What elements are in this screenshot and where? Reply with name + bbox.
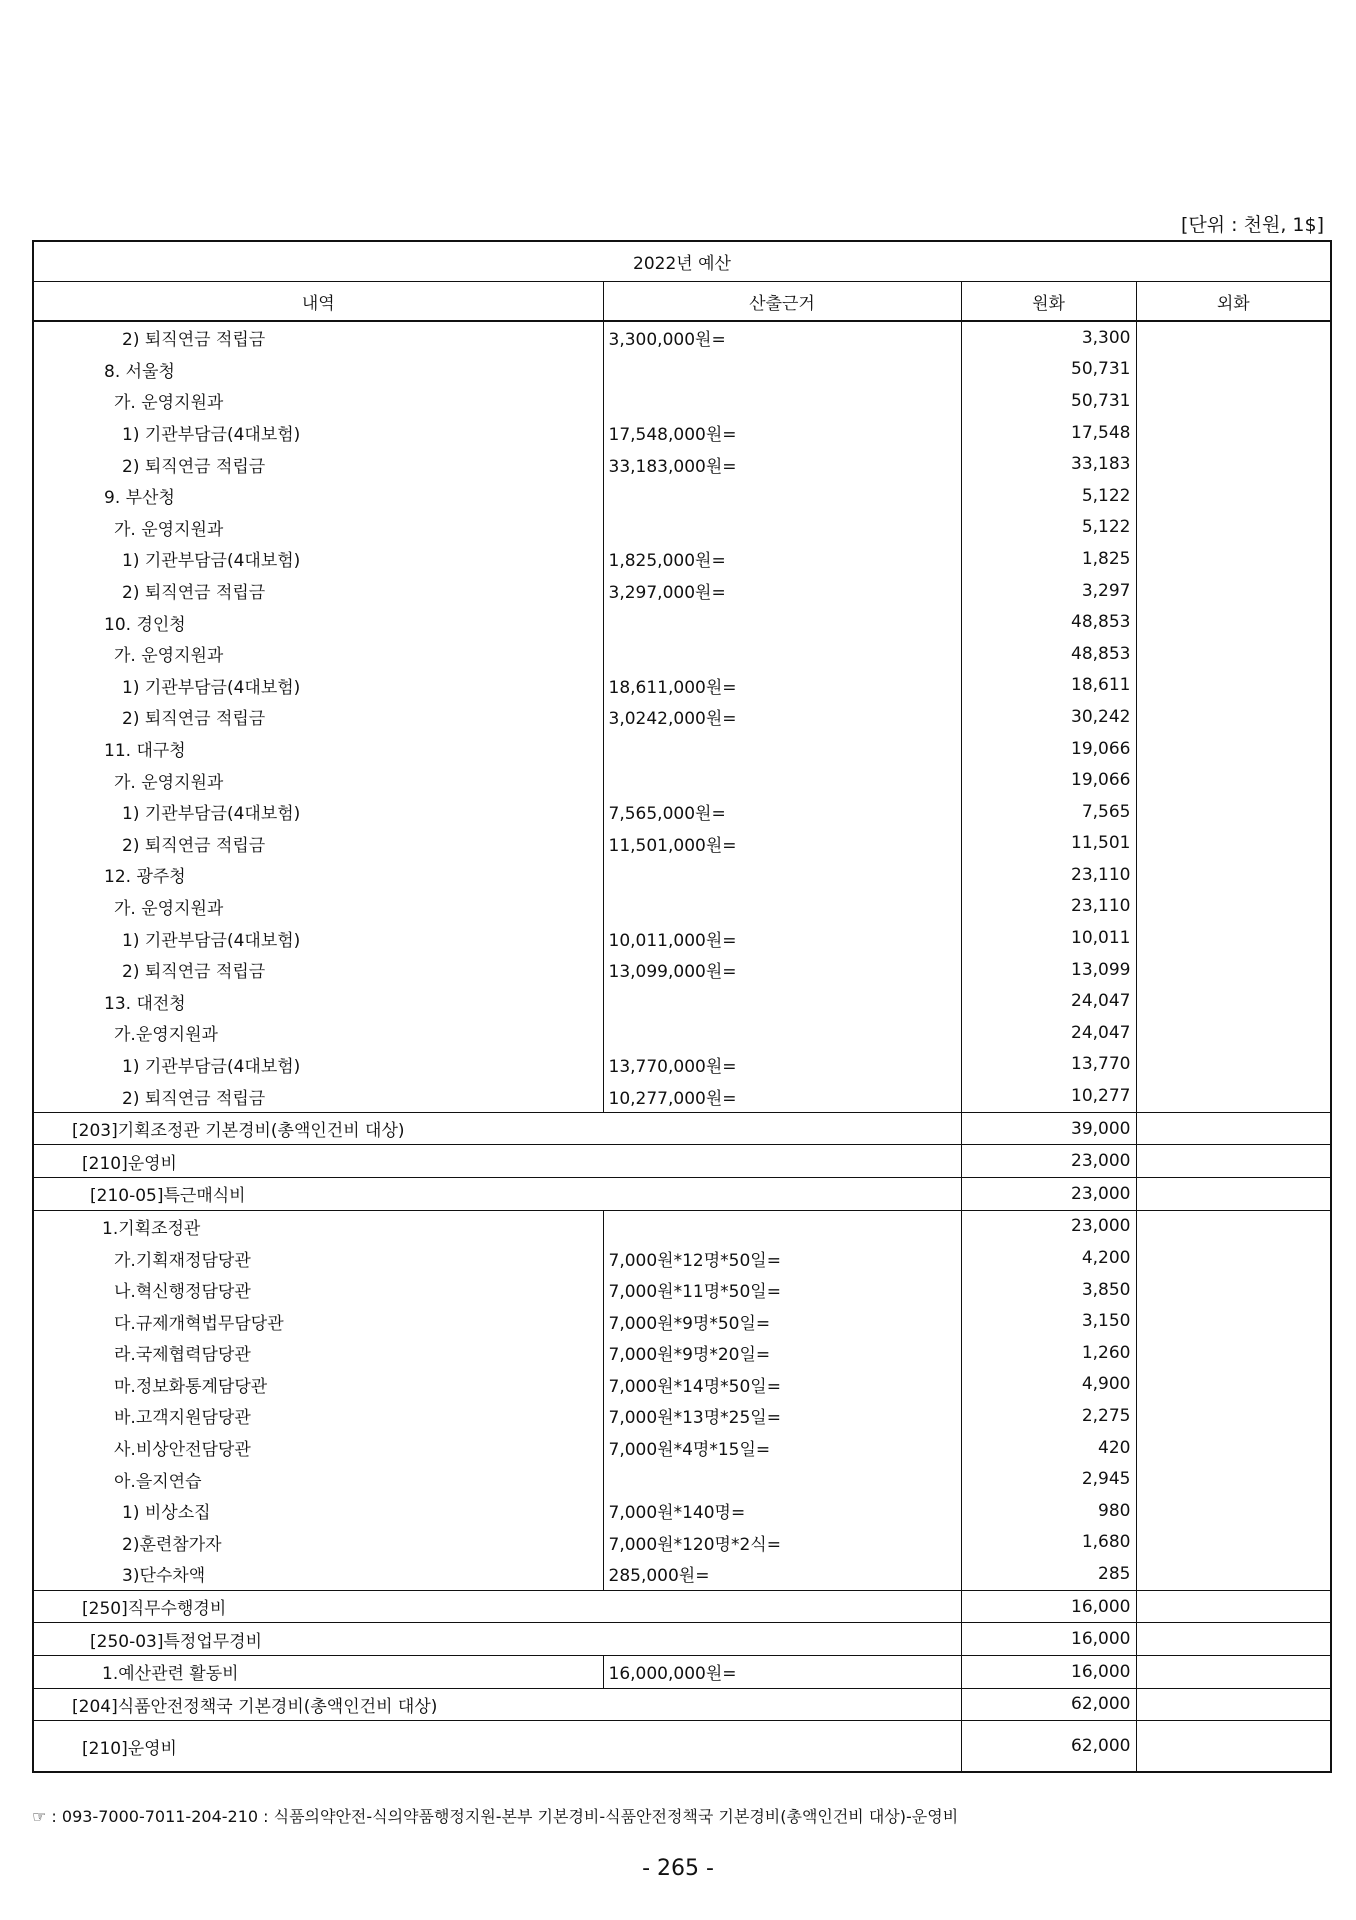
basis-cell: 7,000원*12명*50일= — [603, 1242, 961, 1274]
foreign-cell — [1136, 1242, 1331, 1274]
krw-cell: 48,853 — [961, 606, 1136, 638]
table-title: 2022년 예산 — [33, 241, 1331, 282]
table-row — [33, 1590, 1331, 1623]
basis-cell: 3,300,000원= — [603, 321, 961, 354]
table-row — [33, 670, 1331, 702]
basis-cell — [603, 1463, 961, 1495]
table-row — [33, 354, 1331, 386]
item-cell: 나.혁신행정담당관 — [33, 1274, 603, 1306]
basis-cell — [603, 512, 961, 544]
krw-cell: 2,945 — [961, 1463, 1136, 1495]
table-row — [33, 796, 1331, 828]
basis-cell — [603, 1210, 961, 1242]
krw-cell: 62,000 — [961, 1721, 1136, 1773]
foreign-cell — [1136, 670, 1331, 702]
foreign-cell — [1136, 1463, 1331, 1495]
item-cell: 2) 퇴직연금 적립금 — [33, 1080, 603, 1112]
krw-cell: 19,066 — [961, 733, 1136, 765]
krw-cell: 3,150 — [961, 1305, 1136, 1337]
item-cell: 1) 기관부담금(4대보험) — [33, 1049, 603, 1081]
krw-cell: 50,731 — [961, 385, 1136, 417]
table-row — [33, 1049, 1331, 1081]
basis-cell: 11,501,000원= — [603, 828, 961, 860]
foreign-cell — [1136, 891, 1331, 923]
item-cell: 1) 기관부담금(4대보험) — [33, 417, 603, 449]
krw-cell: 16,000 — [961, 1655, 1136, 1688]
basis-cell — [603, 891, 961, 923]
table-row — [33, 1495, 1331, 1527]
item-cell: 2)훈련참가자 — [33, 1527, 603, 1559]
krw-cell: 13,770 — [961, 1049, 1136, 1081]
basis-cell: 13,099,000원= — [603, 954, 961, 986]
krw-cell: 4,200 — [961, 1242, 1136, 1274]
table-row — [33, 575, 1331, 607]
foreign-cell — [1136, 1274, 1331, 1306]
foreign-cell — [1136, 1017, 1331, 1049]
table-row — [33, 512, 1331, 544]
item-cell: [250]직무수행경비 — [33, 1590, 961, 1623]
foreign-cell — [1136, 1400, 1331, 1432]
basis-cell: 3,0242,000원= — [603, 701, 961, 733]
foreign-cell — [1136, 480, 1331, 512]
item-cell: 바.고객지원담당관 — [33, 1400, 603, 1432]
basis-cell — [603, 638, 961, 670]
krw-cell: 24,047 — [961, 1017, 1136, 1049]
basis-cell: 18,611,000원= — [603, 670, 961, 702]
foreign-cell — [1136, 448, 1331, 480]
item-cell: 1) 기관부담금(4대보험) — [33, 796, 603, 828]
foreign-cell — [1136, 1112, 1331, 1145]
table-row — [33, 1463, 1331, 1495]
table-row — [33, 1145, 1331, 1178]
header-krw: 원화 — [961, 282, 1136, 322]
basis-cell: 7,000원*4명*15일= — [603, 1432, 961, 1464]
table-row — [33, 1337, 1331, 1369]
foreign-cell — [1136, 638, 1331, 670]
table-header-row — [33, 282, 1331, 322]
krw-cell: 3,297 — [961, 575, 1136, 607]
foreign-cell — [1136, 1178, 1331, 1211]
krw-cell: 16,000 — [961, 1623, 1136, 1656]
table-row — [33, 985, 1331, 1017]
foreign-cell — [1136, 354, 1331, 386]
item-cell: 가. 운영지원과 — [33, 512, 603, 544]
krw-cell: 39,000 — [961, 1112, 1136, 1145]
foreign-cell — [1136, 512, 1331, 544]
item-cell: 11. 대구청 — [33, 733, 603, 765]
foreign-cell — [1136, 1623, 1331, 1656]
krw-cell: 1,680 — [961, 1527, 1136, 1559]
krw-cell: 23,110 — [961, 891, 1136, 923]
basis-cell: 7,000원*14명*50일= — [603, 1369, 961, 1401]
table-row — [33, 1178, 1331, 1211]
basis-cell — [603, 733, 961, 765]
item-cell: [203]기획조정관 기본경비(총액인건비 대상) — [33, 1112, 961, 1145]
krw-cell: 62,000 — [961, 1688, 1136, 1721]
table-row — [33, 701, 1331, 733]
krw-cell: 23,000 — [961, 1210, 1136, 1242]
item-cell: 가. 운영지원과 — [33, 638, 603, 670]
krw-cell: 5,122 — [961, 480, 1136, 512]
table-row — [33, 733, 1331, 765]
basis-cell: 7,000원*120명*2식= — [603, 1527, 961, 1559]
krw-cell: 48,853 — [961, 638, 1136, 670]
krw-cell: 2,275 — [961, 1400, 1136, 1432]
foreign-cell — [1136, 764, 1331, 796]
unit-note: [단위 : 천원, 1$] — [1181, 214, 1324, 236]
krw-cell: 18,611 — [961, 670, 1136, 702]
foreign-cell — [1136, 1080, 1331, 1112]
krw-cell: 16,000 — [961, 1590, 1136, 1623]
krw-cell: 24,047 — [961, 985, 1136, 1017]
basis-cell: 17,548,000원= — [603, 417, 961, 449]
item-cell: 사.비상안전담당관 — [33, 1432, 603, 1464]
basis-cell — [603, 985, 961, 1017]
item-cell: 가. 운영지원과 — [33, 764, 603, 796]
table-row — [33, 954, 1331, 986]
table-row — [33, 828, 1331, 860]
item-cell: 2) 퇴직연금 적립금 — [33, 954, 603, 986]
table-row — [33, 1274, 1331, 1306]
basis-cell: 285,000원= — [603, 1558, 961, 1590]
krw-cell: 33,183 — [961, 448, 1136, 480]
item-cell: 8. 서울청 — [33, 354, 603, 386]
table-row — [33, 764, 1331, 796]
item-cell: [204]식품안전정책국 기본경비(총액인건비 대상) — [33, 1688, 961, 1721]
foreign-cell — [1136, 321, 1331, 354]
krw-cell: 5,122 — [961, 512, 1136, 544]
basis-cell: 7,000원*9명*50일= — [603, 1305, 961, 1337]
foreign-cell — [1136, 796, 1331, 828]
foreign-cell — [1136, 985, 1331, 1017]
krw-cell: 23,000 — [961, 1178, 1136, 1211]
header-foreign: 외화 — [1136, 282, 1331, 322]
krw-cell: 420 — [961, 1432, 1136, 1464]
basis-cell: 1,825,000원= — [603, 543, 961, 575]
table-row — [33, 1432, 1331, 1464]
basis-cell: 3,297,000원= — [603, 575, 961, 607]
foreign-cell — [1136, 922, 1331, 954]
basis-cell — [603, 1017, 961, 1049]
foreign-cell — [1136, 1655, 1331, 1688]
basis-cell: 10,011,000원= — [603, 922, 961, 954]
table-row — [33, 321, 1331, 354]
header-basis: 산출근거 — [603, 282, 961, 322]
table-row — [33, 1558, 1331, 1590]
foreign-cell — [1136, 1590, 1331, 1623]
item-cell: 가.기획재정담당관 — [33, 1242, 603, 1274]
item-cell: 가. 운영지원과 — [33, 891, 603, 923]
item-cell: 2) 퇴직연금 적립금 — [33, 448, 603, 480]
table-row — [33, 448, 1331, 480]
basis-cell: 7,000원*11명*50일= — [603, 1274, 961, 1306]
header-item: 내역 — [33, 282, 603, 322]
foreign-cell — [1136, 417, 1331, 449]
table-row — [33, 859, 1331, 891]
table-row — [33, 638, 1331, 670]
item-cell: 가.운영지원과 — [33, 1017, 603, 1049]
table-title-row — [33, 241, 1331, 282]
item-cell: 2) 퇴직연금 적립금 — [33, 575, 603, 607]
foreign-cell — [1136, 1145, 1331, 1178]
item-cell: [210-05]특근매식비 — [33, 1178, 961, 1211]
krw-cell: 3,850 — [961, 1274, 1136, 1306]
item-cell: [210]운영비 — [33, 1145, 961, 1178]
krw-cell: 4,900 — [961, 1369, 1136, 1401]
table-row — [33, 922, 1331, 954]
basis-cell — [603, 764, 961, 796]
item-cell: 1.기획조정관 — [33, 1210, 603, 1242]
table-row — [33, 1369, 1331, 1401]
krw-cell: 980 — [961, 1495, 1136, 1527]
basis-cell — [603, 385, 961, 417]
foreign-cell — [1136, 859, 1331, 891]
krw-cell: 7,565 — [961, 796, 1136, 828]
basis-cell: 7,000원*9명*20일= — [603, 1337, 961, 1369]
item-cell: 마.정보화통계담당관 — [33, 1369, 603, 1401]
item-cell: 12. 광주청 — [33, 859, 603, 891]
foreign-cell — [1136, 1558, 1331, 1590]
foreign-cell — [1136, 733, 1331, 765]
item-cell: [210]운영비 — [33, 1721, 961, 1773]
table-row — [33, 1688, 1331, 1721]
foreign-cell — [1136, 1688, 1331, 1721]
table-row — [33, 1721, 1331, 1773]
table-row — [33, 1623, 1331, 1656]
basis-cell — [603, 859, 961, 891]
basis-cell — [603, 354, 961, 386]
item-cell: 1) 기관부담금(4대보험) — [33, 670, 603, 702]
krw-cell: 10,277 — [961, 1080, 1136, 1112]
krw-cell: 17,548 — [961, 417, 1136, 449]
foreign-cell — [1136, 575, 1331, 607]
item-cell: [250-03]특정업무경비 — [33, 1623, 961, 1656]
foreign-cell — [1136, 1369, 1331, 1401]
table-row — [33, 1305, 1331, 1337]
foreign-cell — [1136, 828, 1331, 860]
item-cell: 10. 경인청 — [33, 606, 603, 638]
foreign-cell — [1136, 543, 1331, 575]
foreign-cell — [1136, 701, 1331, 733]
table-row — [33, 543, 1331, 575]
item-cell: 9. 부산청 — [33, 480, 603, 512]
table-row — [33, 1210, 1331, 1242]
krw-cell: 19,066 — [961, 764, 1136, 796]
item-cell: 가. 운영지원과 — [33, 385, 603, 417]
basis-cell: 33,183,000원= — [603, 448, 961, 480]
krw-cell: 23,000 — [961, 1145, 1136, 1178]
table-row — [33, 1655, 1331, 1688]
basis-cell — [603, 606, 961, 638]
foreign-cell — [1136, 606, 1331, 638]
table-row — [33, 417, 1331, 449]
table-row — [33, 1080, 1331, 1112]
basis-cell: 13,770,000원= — [603, 1049, 961, 1081]
item-cell: 1) 기관부담금(4대보험) — [33, 922, 603, 954]
table-body — [33, 321, 1331, 1772]
basis-cell: 10,277,000원= — [603, 1080, 961, 1112]
krw-cell: 10,011 — [961, 922, 1136, 954]
table-row — [33, 1017, 1331, 1049]
krw-cell: 23,110 — [961, 859, 1136, 891]
table-row — [33, 891, 1331, 923]
basis-cell: 7,000원*13명*25일= — [603, 1400, 961, 1432]
table-row — [33, 480, 1331, 512]
item-cell: 1) 비상소집 — [33, 1495, 603, 1527]
item-cell: 13. 대전청 — [33, 985, 603, 1017]
item-cell: 다.규제개혁법무담당관 — [33, 1305, 603, 1337]
item-cell: 1.예산관련 활동비 — [33, 1655, 603, 1688]
krw-cell: 11,501 — [961, 828, 1136, 860]
budget-table — [32, 240, 1332, 1773]
table-row — [33, 1527, 1331, 1559]
page-number: - 265 - — [642, 1856, 714, 1881]
foreign-cell — [1136, 1305, 1331, 1337]
item-cell: 1) 기관부담금(4대보험) — [33, 543, 603, 575]
item-cell: 3)단수차액 — [33, 1558, 603, 1590]
foreign-cell — [1136, 954, 1331, 986]
table-row — [33, 1112, 1331, 1145]
foreign-cell — [1136, 1527, 1331, 1559]
table-row — [33, 1400, 1331, 1432]
krw-cell: 1,825 — [961, 543, 1136, 575]
item-cell: 2) 퇴직연금 적립금 — [33, 828, 603, 860]
foreign-cell — [1136, 1432, 1331, 1464]
basis-cell: 7,565,000원= — [603, 796, 961, 828]
basis-cell — [603, 480, 961, 512]
foreign-cell — [1136, 1049, 1331, 1081]
foreign-cell — [1136, 1721, 1331, 1773]
krw-cell: 13,099 — [961, 954, 1136, 986]
krw-cell: 285 — [961, 1558, 1136, 1590]
basis-cell: 7,000원*140명= — [603, 1495, 961, 1527]
table-row — [33, 1242, 1331, 1274]
item-cell: 아.을지연습 — [33, 1463, 603, 1495]
foreign-cell — [1136, 1495, 1331, 1527]
foreign-cell — [1136, 1337, 1331, 1369]
item-cell: 2) 퇴직연금 적립금 — [33, 701, 603, 733]
basis-cell: 16,000,000원= — [603, 1655, 961, 1688]
krw-cell: 30,242 — [961, 701, 1136, 733]
table-row — [33, 606, 1331, 638]
table-row — [33, 385, 1331, 417]
krw-cell: 3,300 — [961, 321, 1136, 354]
foreign-cell — [1136, 1210, 1331, 1242]
item-cell: 2) 퇴직연금 적립금 — [33, 321, 603, 354]
item-cell: 라.국제협력담당관 — [33, 1337, 603, 1369]
krw-cell: 1,260 — [961, 1337, 1136, 1369]
krw-cell: 50,731 — [961, 354, 1136, 386]
footnote: ☞ : 093-7000-7011-204-210 : 식품의약안전-식의약품행정지원-본부 기본경비-식품안전정책국 기본경비(총액인건비 대상)-운영비 — [32, 1807, 959, 1826]
foreign-cell — [1136, 385, 1331, 417]
